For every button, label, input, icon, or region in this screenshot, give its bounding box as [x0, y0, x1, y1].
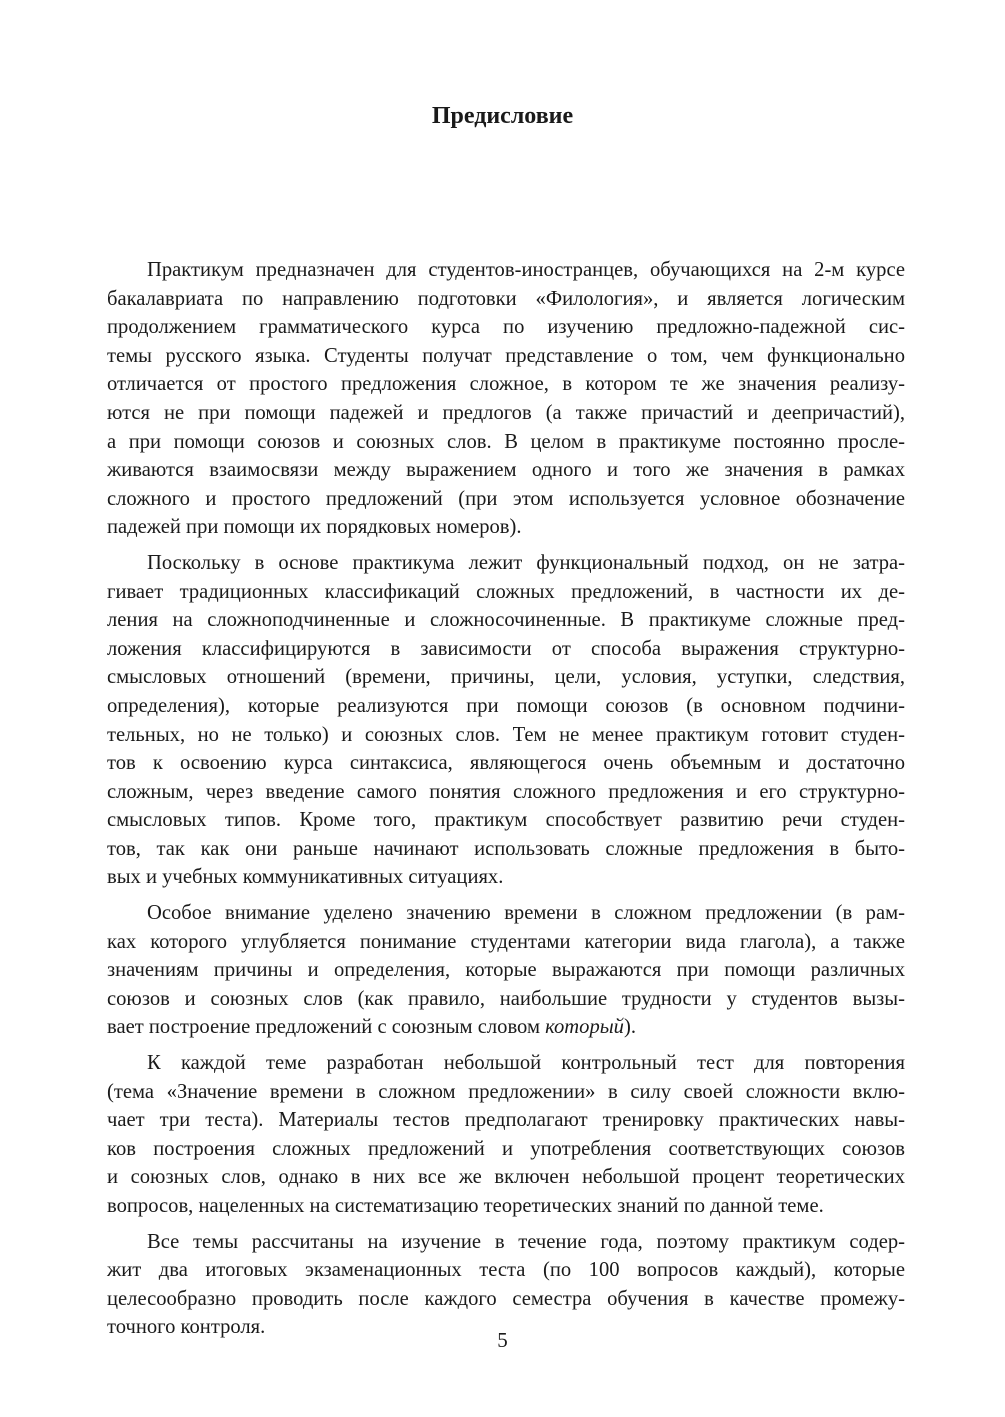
- text-line: тов к освоению курса синтаксиса, являющегося очень объемным и достаточно: [107, 752, 905, 775]
- paragraph-1: [107, 256, 905, 542]
- text-line: значениям причины и определения, которые выражаются при помощи различных: [107, 959, 905, 982]
- text-line: (тема «Значение времени в сложном предложении» в силу своей сложности вклю-: [107, 1080, 905, 1103]
- text-line: смысловых типов. Кроме того, практикум способствует развитию речи студен-: [107, 809, 905, 832]
- text-line: и союзных слов, однако в них все же включен небольшой процент теоретических: [107, 1166, 905, 1189]
- text-line: Особое внимание уделено значению времени в сложном предложении (в рам-: [147, 902, 905, 925]
- text-line-with-italic: [107, 1013, 905, 1042]
- text-line: К каждой теме разработан небольшой контрольный тест для повторения: [147, 1052, 905, 1075]
- text-line: союзов и союзных слов (как правило, наибольшие трудности у студентов вызы-: [107, 987, 905, 1010]
- text-line: Все темы рассчитаны на изучение в течение года, поэтому практикум содер-: [147, 1230, 905, 1253]
- paragraph-5: [107, 1228, 905, 1342]
- text-line: жит два итоговых экзаменационных теста (по 100 вопросов каждый), которые: [107, 1259, 905, 1282]
- text-line: Поскольку в основе практикума лежит функциональный подход, он не затра-: [147, 551, 905, 574]
- text-line: а при помощи союзов и союзных слов. В целом в практикуме постоянно просле-: [107, 430, 905, 453]
- text-line: вых и учебных коммуникативных ситуациях.: [107, 866, 504, 889]
- text-line: сложного и простого предложений (при этом используется условное обозначение: [107, 487, 905, 510]
- text-line: целесообразно проводить после каждого семестра обучения в качестве промежу-: [107, 1287, 905, 1310]
- text-line: тельных, но не только) и союзных слов. Тем не менее практикум готовит студен-: [107, 723, 905, 746]
- text-line: ков построения сложных предложений и употребления соответствующих союзов: [107, 1137, 905, 1160]
- text-line: ются не при помощи падежей и предлогов (а также причастий и деепричастий),: [107, 401, 905, 424]
- text-line: чает три теста). Материалы тестов предполагают тренировку практических навы-: [107, 1109, 905, 1132]
- text-line: отличается от простого предложения сложное, в котором те же значения реализу-: [107, 373, 905, 396]
- text-line: ложения классифицируются в зависимости от способа выражения структурно-: [107, 637, 905, 660]
- text-line: ках которого углубляется понимание студентами категории вида глагола), а также: [107, 930, 905, 953]
- text-line: ления на сложноподчиненные и сложносочиненные. В практикуме сложные пред-: [107, 609, 905, 632]
- text-line: вопросов, нацеленных на систематизацию теоретических знаний по данной теме.: [107, 1195, 824, 1217]
- text-line: бакалавриата по направлению подготовки «Филология», и является логическим: [107, 287, 905, 310]
- text-line: живаются взаимосвязи между выражением одного и того же значения в рамках: [107, 459, 905, 482]
- text-segment: вает построение предложений с союзным словом: [107, 1016, 546, 1039]
- text-line: Практикум предназначен для студентов-иностранцев, обучающихся на 2-м курсе: [147, 259, 905, 281]
- body-text: [107, 256, 905, 1342]
- paragraph-4: [107, 1049, 905, 1221]
- paragraph-3: [107, 899, 905, 1042]
- text-line: гивает традиционных классификаций сложных предложений, в частности их де-: [107, 580, 905, 603]
- text-line: продолжением грамматического курса по изучению предложно-падежной сис-: [107, 316, 905, 339]
- text-segment: ).: [623, 1016, 636, 1039]
- paragraph-2: [107, 549, 905, 892]
- text-line: точного контроля.: [107, 1316, 266, 1339]
- text-line: сложным, через введение самого понятия сложного предложения и его структурно-: [107, 780, 905, 803]
- text-line: тов, так как они раньше начинают использовать сложные предложения в быто-: [107, 837, 905, 860]
- text-line: смысловых отношений (времени, причины, цели, условия, уступки, следствия,: [107, 666, 905, 689]
- text-line: определения), которые реализуются при помощи союзов (в основном подчини-: [107, 694, 905, 717]
- text-line: падежей при помощи их порядковых номеров).: [107, 516, 522, 539]
- text-line: темы русского языка. Студенты получат представление о том, чем функционально: [107, 344, 905, 367]
- page-title: Предисловие: [431, 103, 574, 129]
- page-number: 5: [497, 1328, 508, 1352]
- italic-term: который: [545, 1016, 624, 1039]
